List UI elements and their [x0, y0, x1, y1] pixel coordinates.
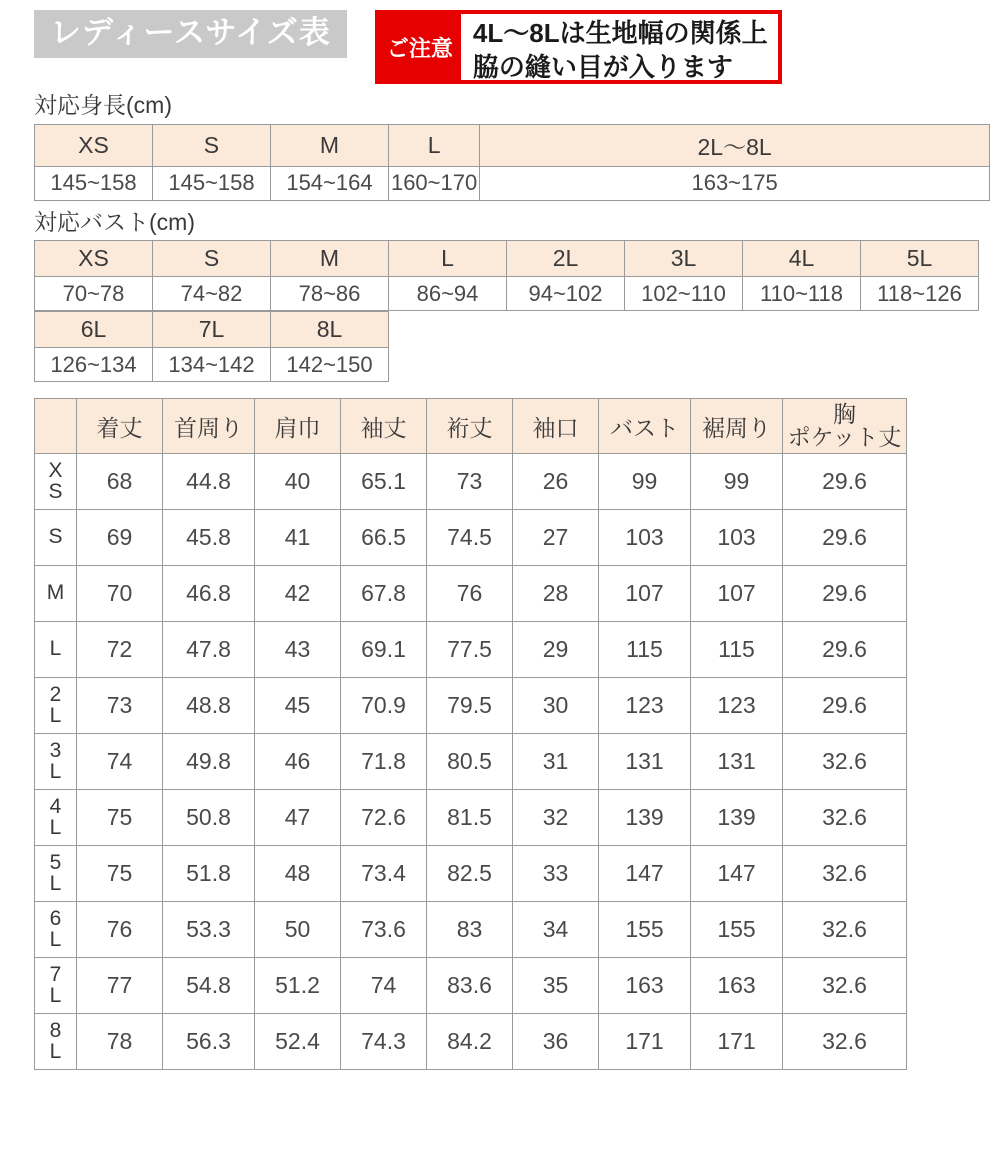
bust-table-part1: [34, 240, 979, 311]
size-label-line: 3: [49, 739, 62, 763]
measurement-table: [34, 398, 907, 1070]
cell-5l-c5: 33: [513, 846, 599, 902]
table-row: [35, 566, 907, 622]
cell-3l-c6: 131: [599, 734, 691, 790]
bust-value-6l: 126~134: [35, 348, 153, 382]
notice-text: [461, 14, 778, 83]
bust-value-4l: 110~118: [743, 277, 861, 311]
cell-8l-c8: 32.6: [783, 1014, 907, 1070]
height-table: [34, 124, 990, 201]
cell-5l-c0: 75: [77, 846, 163, 902]
cell-m-c1: 46.8: [163, 566, 255, 622]
cell-l-c4: 77.5: [427, 622, 513, 678]
cell-4l-c8: 32.6: [783, 790, 907, 846]
table-row: [35, 958, 907, 1014]
cell-2l-c7: 123: [691, 678, 783, 734]
bust-value-l: 86~94: [389, 277, 507, 311]
height-header-m: M: [270, 124, 388, 166]
height-value-l: 160~170: [388, 166, 479, 200]
bust-value-8l: 142~150: [271, 348, 389, 382]
size-label-line: 8: [49, 1019, 62, 1043]
cell-8l-c1: 56.3: [163, 1014, 255, 1070]
cell-m-c0: 70: [77, 566, 163, 622]
size-label-line: S: [48, 525, 63, 549]
cell-2l-c6: 123: [599, 678, 691, 734]
table-row: [35, 1014, 907, 1070]
table-row: [35, 277, 979, 311]
bust-header-l: L: [389, 241, 507, 277]
cell-xs-c3: 65.1: [341, 454, 427, 510]
bust-header-6l: 6L: [35, 312, 153, 348]
corner-cell: [35, 399, 77, 454]
size-label-line: L: [49, 637, 62, 661]
col-header-mune-line1: 胸: [833, 401, 856, 428]
cell-l-c6: 115: [599, 622, 691, 678]
bust-header-3l: 3L: [625, 241, 743, 277]
cell-6l-c0: 76: [77, 902, 163, 958]
bust-header-8l: 8L: [271, 312, 389, 348]
table-header-row: [35, 399, 907, 454]
page-title: レディースサイズ表: [34, 10, 347, 58]
notice-box: [375, 10, 782, 84]
cell-xs-c1: 44.8: [163, 454, 255, 510]
size-label-line: L: [49, 815, 62, 839]
col-header-kitake: 着丈: [77, 399, 163, 454]
table-row: [35, 902, 907, 958]
cell-7l-c1: 54.8: [163, 958, 255, 1014]
cell-8l-c4: 84.2: [427, 1014, 513, 1070]
cell-s-c4: 74.5: [427, 510, 513, 566]
size-label-line: L: [49, 871, 62, 895]
cell-xs-c7: 99: [691, 454, 783, 510]
cell-8l-c7: 171: [691, 1014, 783, 1070]
cell-7l-c6: 163: [599, 958, 691, 1014]
size-label-7l: [35, 958, 77, 1014]
cell-2l-c3: 70.9: [341, 678, 427, 734]
bust-value-2l: 94~102: [507, 277, 625, 311]
size-label-line: L: [49, 759, 62, 783]
cell-8l-c6: 171: [599, 1014, 691, 1070]
cell-s-c2: 41: [255, 510, 341, 566]
cell-s-c8: 29.6: [783, 510, 907, 566]
cell-6l-c3: 73.6: [341, 902, 427, 958]
cell-m-c2: 42: [255, 566, 341, 622]
cell-3l-c5: 31: [513, 734, 599, 790]
cell-7l-c0: 77: [77, 958, 163, 1014]
cell-4l-c3: 72.6: [341, 790, 427, 846]
size-label-xs: [35, 454, 77, 510]
cell-m-c3: 67.8: [341, 566, 427, 622]
size-label-line: L: [49, 1039, 62, 1063]
table-row: [35, 846, 907, 902]
size-label-4l: [35, 790, 77, 846]
cell-8l-c0: 78: [77, 1014, 163, 1070]
cell-4l-c2: 47: [255, 790, 341, 846]
bust-header-2l: 2L: [507, 241, 625, 277]
height-header-xs: XS: [35, 124, 153, 166]
bust-value-m: 78~86: [271, 277, 389, 311]
cell-3l-c4: 80.5: [427, 734, 513, 790]
notice-badge: ご注意: [379, 14, 461, 80]
cell-3l-c3: 71.8: [341, 734, 427, 790]
table-row: [35, 622, 907, 678]
bust-value-s: 74~82: [153, 277, 271, 311]
cell-l-c8: 29.6: [783, 622, 907, 678]
cell-6l-c5: 34: [513, 902, 599, 958]
cell-l-c5: 29: [513, 622, 599, 678]
size-label-m: [35, 566, 77, 622]
cell-l-c3: 69.1: [341, 622, 427, 678]
cell-m-c8: 29.6: [783, 566, 907, 622]
height-value-xs: 145~158: [35, 166, 153, 200]
cell-l-c1: 47.8: [163, 622, 255, 678]
height-value-m: 154~164: [270, 166, 388, 200]
cell-2l-c8: 29.6: [783, 678, 907, 734]
col-header-sodetake: 袖丈: [341, 399, 427, 454]
cell-s-c6: 103: [599, 510, 691, 566]
cell-3l-c8: 32.6: [783, 734, 907, 790]
table-row: [35, 124, 990, 166]
size-label-3l: [35, 734, 77, 790]
cell-5l-c1: 51.8: [163, 846, 255, 902]
table-row: [35, 348, 389, 382]
cell-m-c4: 76: [427, 566, 513, 622]
cell-l-c0: 72: [77, 622, 163, 678]
cell-7l-c7: 163: [691, 958, 783, 1014]
size-label-line: 5: [49, 851, 62, 875]
cell-2l-c2: 45: [255, 678, 341, 734]
size-label-line: M: [46, 581, 65, 605]
size-label-s: [35, 510, 77, 566]
size-label-2l: [35, 678, 77, 734]
cell-4l-c4: 81.5: [427, 790, 513, 846]
cell-5l-c6: 147: [599, 846, 691, 902]
size-label-line: L: [49, 927, 62, 951]
size-label-line: L: [49, 703, 62, 727]
notice-line-1: 4L〜8Lは生地幅の関係上: [472, 18, 768, 48]
bust-header-4l: 4L: [743, 241, 861, 277]
size-label-line: 2: [49, 683, 62, 707]
cell-8l-c5: 36: [513, 1014, 599, 1070]
cell-4l-c7: 139: [691, 790, 783, 846]
cell-6l-c7: 155: [691, 902, 783, 958]
cell-7l-c5: 35: [513, 958, 599, 1014]
height-header-l: L: [388, 124, 479, 166]
bust-header-m: M: [271, 241, 389, 277]
col-header-mune-pocket: [783, 399, 907, 454]
bust-value-7l: 134~142: [153, 348, 271, 382]
cell-3l-c1: 49.8: [163, 734, 255, 790]
cell-7l-c2: 51.2: [255, 958, 341, 1014]
cell-xs-c8: 29.6: [783, 454, 907, 510]
col-header-sodeguchi: 袖口: [513, 399, 599, 454]
bust-header-5l: 5L: [861, 241, 979, 277]
cell-6l-c2: 50: [255, 902, 341, 958]
cell-5l-c8: 32.6: [783, 846, 907, 902]
bust-header-s: S: [153, 241, 271, 277]
cell-8l-c3: 74.3: [341, 1014, 427, 1070]
cell-4l-c5: 32: [513, 790, 599, 846]
cell-2l-c0: 73: [77, 678, 163, 734]
cell-s-c7: 103: [691, 510, 783, 566]
cell-5l-c3: 73.4: [341, 846, 427, 902]
cell-m-c7: 107: [691, 566, 783, 622]
size-label-line: S: [48, 479, 63, 503]
col-header-kubimawari: 首周り: [163, 399, 255, 454]
height-header-2l-8l: 2L〜8L: [480, 124, 990, 166]
table-row: [35, 166, 990, 200]
cell-xs-c0: 68: [77, 454, 163, 510]
size-label-l: [35, 622, 77, 678]
cell-2l-c5: 30: [513, 678, 599, 734]
size-label-line: 6: [49, 907, 62, 931]
table-row: [35, 510, 907, 566]
table-row: [35, 241, 979, 277]
size-label-5l: [35, 846, 77, 902]
cell-s-c3: 66.5: [341, 510, 427, 566]
col-header-mune-line2: ポケット丈: [787, 424, 902, 451]
cell-6l-c4: 83: [427, 902, 513, 958]
cell-7l-c4: 83.6: [427, 958, 513, 1014]
size-label-line: 7: [49, 963, 62, 987]
col-header-bust: バスト: [599, 399, 691, 454]
bust-header-7l: 7L: [153, 312, 271, 348]
cell-7l-c3: 74: [341, 958, 427, 1014]
cell-3l-c2: 46: [255, 734, 341, 790]
cell-s-c1: 45.8: [163, 510, 255, 566]
size-label-line: 4: [49, 795, 62, 819]
cell-l-c2: 43: [255, 622, 341, 678]
cell-8l-c2: 52.4: [255, 1014, 341, 1070]
table-row: [35, 790, 907, 846]
col-header-yukitake: 裄丈: [427, 399, 513, 454]
height-header-s: S: [152, 124, 270, 166]
col-header-katahaba: 肩巾: [255, 399, 341, 454]
cell-4l-c6: 139: [599, 790, 691, 846]
cell-3l-c0: 74: [77, 734, 163, 790]
bust-caption: 対応バスト(cm): [34, 208, 195, 235]
cell-m-c6: 107: [599, 566, 691, 622]
height-caption: 対応身長(cm): [34, 92, 172, 118]
cell-6l-c6: 155: [599, 902, 691, 958]
notice-line-2: 脇の縫い目が入ります: [472, 52, 733, 83]
col-header-susomawari: 裾周り: [691, 399, 783, 454]
cell-2l-c1: 48.8: [163, 678, 255, 734]
size-label-8l: [35, 1014, 77, 1070]
height-value-s: 145~158: [152, 166, 270, 200]
bust-header-xs: XS: [35, 241, 153, 277]
cell-xs-c5: 26: [513, 454, 599, 510]
bust-table-part2: [34, 311, 389, 382]
cell-xs-c6: 99: [599, 454, 691, 510]
cell-m-c5: 28: [513, 566, 599, 622]
bust-value-3l: 102~110: [625, 277, 743, 311]
table-row: [35, 734, 907, 790]
cell-6l-c8: 32.6: [783, 902, 907, 958]
table-row: [35, 678, 907, 734]
cell-xs-c4: 73: [427, 454, 513, 510]
cell-3l-c7: 131: [691, 734, 783, 790]
cell-5l-c7: 147: [691, 846, 783, 902]
table-row: [35, 454, 907, 510]
table-row: [35, 312, 389, 348]
height-value-2l-8l: 163~175: [480, 166, 990, 200]
cell-l-c7: 115: [691, 622, 783, 678]
size-label-6l: [35, 902, 77, 958]
cell-xs-c2: 40: [255, 454, 341, 510]
cell-6l-c1: 53.3: [163, 902, 255, 958]
cell-5l-c2: 48: [255, 846, 341, 902]
cell-5l-c4: 82.5: [427, 846, 513, 902]
size-label-line: L: [49, 983, 62, 1007]
cell-4l-c1: 50.8: [163, 790, 255, 846]
cell-s-c5: 27: [513, 510, 599, 566]
header: [0, 0, 990, 84]
cell-s-c0: 69: [77, 510, 163, 566]
bust-value-5l: 118~126: [861, 277, 979, 311]
cell-7l-c8: 32.6: [783, 958, 907, 1014]
cell-2l-c4: 79.5: [427, 678, 513, 734]
cell-4l-c0: 75: [77, 790, 163, 846]
bust-value-xs: 70~78: [35, 277, 153, 311]
size-label-line: X: [48, 459, 63, 483]
